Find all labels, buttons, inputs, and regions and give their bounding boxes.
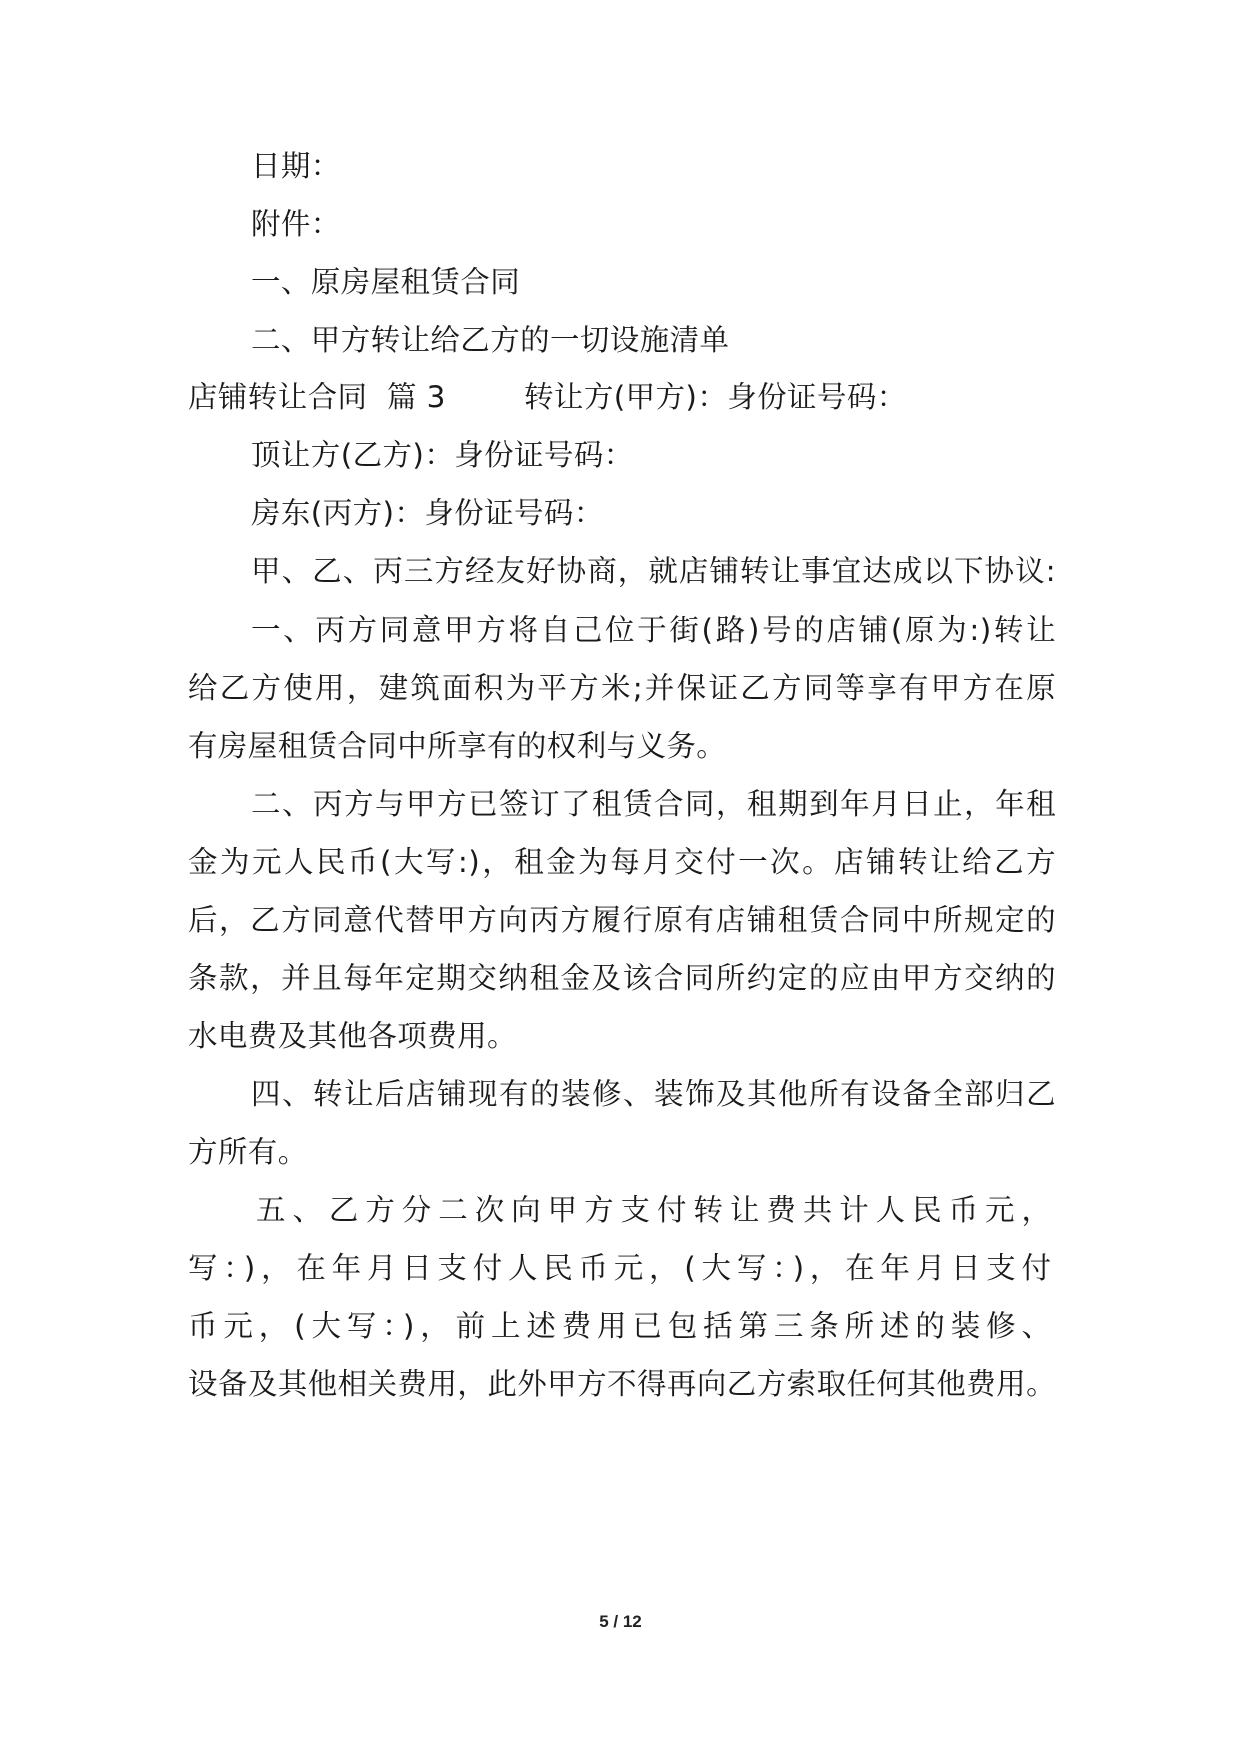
clause-4-line-1: 四、转让后店铺现有的装修、装饰及其他所有设备全部归乙 [251, 1077, 1056, 1111]
page-number: 5 / 12 [599, 1612, 642, 1631]
party-c-line: 房东(丙方)：身份证号码： [251, 496, 604, 530]
attachment-item-2: 二、甲方转让给乙方的一切设施清单 [251, 323, 730, 357]
agreement-intro: 甲、乙、丙三方经友好协商，就店铺转让事宜达成以下协议: [251, 554, 1056, 588]
date-label: 日期： [251, 149, 341, 183]
contract-title-line: 店铺转让合同 篇 3 转让方(甲方)：身份证号码： [188, 380, 907, 414]
clause-5-line-4: 设备及其他相关费用，此外甲方不得再向乙方索取任何其他费用。 [188, 1367, 1056, 1401]
clause-1-line-3: 有房屋租赁合同中所享有的权利与义务。 [188, 729, 727, 763]
clause-2-line-1: 二、丙方与甲方已签订了租赁合同，租期到年月日止，年租 [251, 787, 1056, 821]
attachment-label: 附件： [251, 207, 341, 241]
clause-5-line-2: 写：)，在年月日支付人民币元，(大写：)，在年月日支付 [188, 1251, 1056, 1285]
clause-4-line-2: 方所有。 [188, 1135, 308, 1169]
clause-2-line-2: 金为元人民币(大写:)，租金为每月交付一次。店铺转让给乙方 [188, 845, 1056, 879]
party-b-line: 顶让方(乙方)：身份证号码： [251, 438, 634, 472]
clause-1-line-2: 给乙方使用，建筑面积为平方米;并保证乙方同等享有甲方在原 [188, 671, 1056, 705]
attachment-item-1: 一、原房屋租赁合同 [251, 265, 521, 299]
clause-2-line-5: 水电费及其他各项费用。 [188, 1019, 517, 1053]
clause-5-line-3: 币元，(大写：)，前上述费用已包括第三条所述的装修、 [188, 1309, 1056, 1343]
clause-5-line-1: 五、乙方分二次向甲方支付转让费共计人民币元， [256, 1193, 1056, 1227]
clause-2-line-4: 条款，并且每年定期交纳租金及该合同所约定的应由甲方交纳的 [188, 961, 1056, 995]
clause-2-line-3: 后，乙方同意代替甲方向丙方履行原有店铺租赁合同中所规定的 [188, 903, 1056, 937]
clause-1-line-1: 一、丙方同意甲方将自己位于街(路)号的店铺(原为:)转让 [251, 613, 1056, 647]
